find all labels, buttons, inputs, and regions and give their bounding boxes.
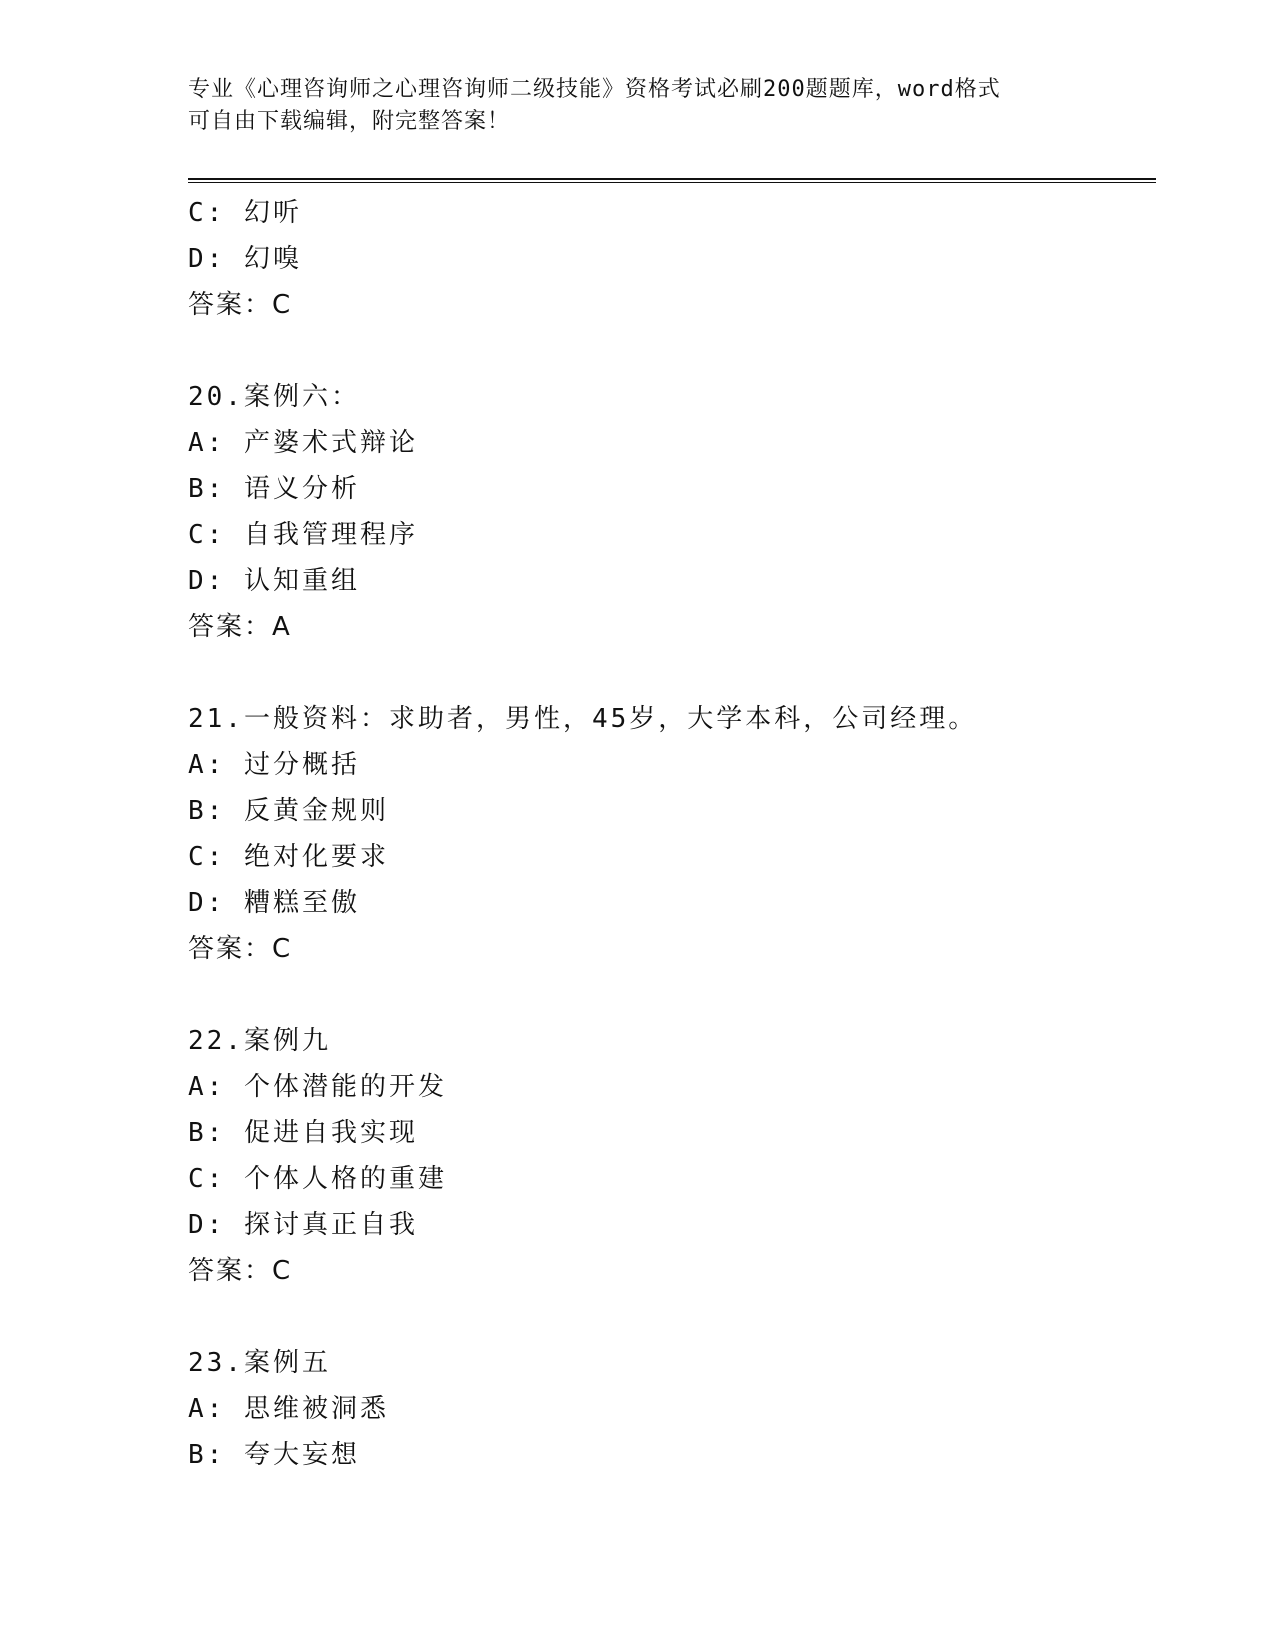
option-d: D: 幻嗅 bbox=[188, 244, 302, 274]
option-c: C: 个体人格的重建 bbox=[188, 1164, 447, 1194]
header-divider-thin bbox=[188, 182, 1156, 183]
document-header bbox=[188, 74, 1068, 138]
answer-line: 答案：C bbox=[188, 290, 293, 320]
option-a: A: 产婆术式辩论 bbox=[188, 428, 418, 458]
answer-line: 答案：A bbox=[188, 612, 292, 642]
question-carryover bbox=[188, 190, 1148, 328]
header-divider-thick bbox=[188, 178, 1156, 180]
option-d: D: 糟糕至傲 bbox=[188, 888, 360, 918]
option-d: D: 探讨真正自我 bbox=[188, 1210, 418, 1240]
option-b: B: 夸大妄想 bbox=[188, 1440, 360, 1470]
header-line-2: 可自由下载编辑，附完整答案！ bbox=[188, 109, 511, 134]
option-a: A: 思维被洞悉 bbox=[188, 1394, 389, 1424]
option-a: A: 个体潜能的开发 bbox=[188, 1072, 447, 1102]
answer-line: 答案：C bbox=[188, 1256, 293, 1286]
spacer bbox=[188, 972, 1148, 1018]
question-stem: 21.一般资料：求助者，男性，45岁，大学本科，公司经理。 bbox=[188, 704, 978, 734]
question-stem: 22.案例九 bbox=[188, 1026, 331, 1056]
option-c: C: 幻听 bbox=[188, 198, 302, 228]
option-a: A: 过分概括 bbox=[188, 750, 360, 780]
option-b: B: 促进自我实现 bbox=[188, 1118, 418, 1148]
spacer bbox=[188, 1294, 1148, 1340]
option-c: C: 绝对化要求 bbox=[188, 842, 389, 872]
question-list bbox=[188, 190, 1148, 1478]
question-22 bbox=[188, 1018, 1148, 1294]
question-21 bbox=[188, 696, 1148, 972]
option-b: B: 语义分析 bbox=[188, 474, 360, 504]
question-stem: 23.案例五 bbox=[188, 1348, 331, 1378]
answer-line: 答案：C bbox=[188, 934, 293, 964]
spacer bbox=[188, 328, 1148, 374]
question-23 bbox=[188, 1340, 1148, 1478]
question-20 bbox=[188, 374, 1148, 650]
option-b: B: 反黄金规则 bbox=[188, 796, 389, 826]
option-d: D: 认知重组 bbox=[188, 566, 360, 596]
spacer bbox=[188, 650, 1148, 696]
option-c: C: 自我管理程序 bbox=[188, 520, 418, 550]
header-line-1: 专业《心理咨询师之心理咨询师二级技能》资格考试必刷200题题库，word格式 bbox=[188, 77, 1001, 102]
question-stem: 20.案例六： bbox=[188, 382, 360, 412]
